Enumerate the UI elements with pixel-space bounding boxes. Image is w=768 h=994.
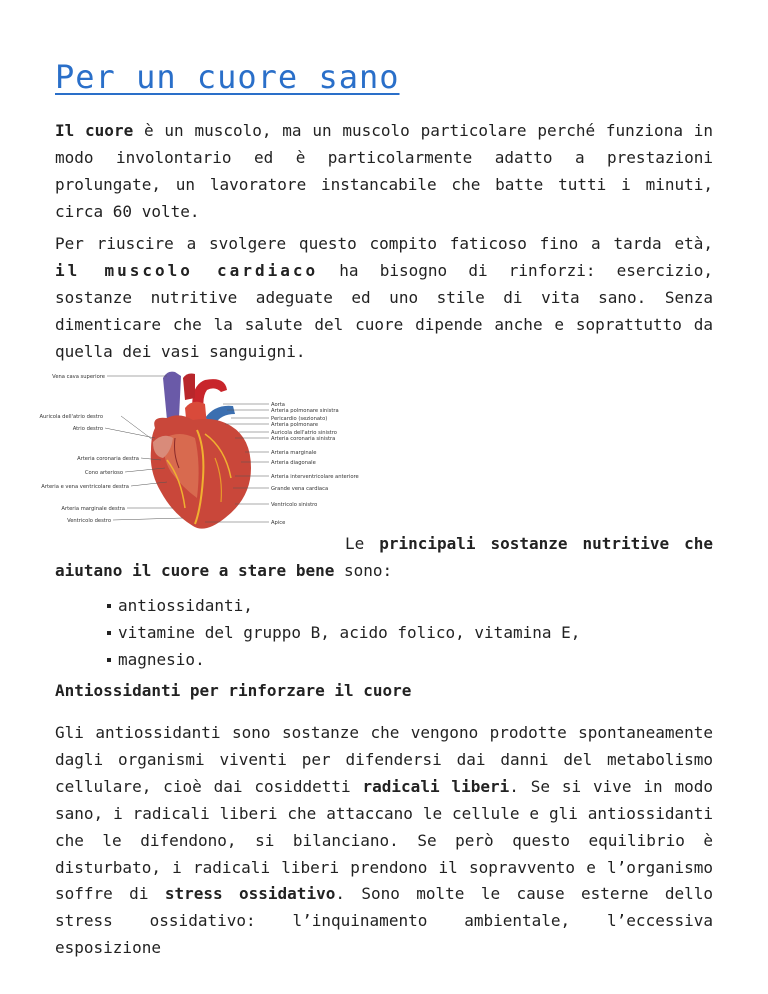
para4-text-b: . Se si vive in modo sano, i radicali liberi che attaccano le cellule e gli antiossidanti che le difendono, si bilanciano. Se però questo equilibrio è disturbato, i radicali liberi prendono il sopravvento e l’organismo soffre di — [55, 776, 714, 904]
svg-text:Arteria diagonale: Arteria diagonale — [271, 460, 316, 466]
antioxidants-paragraph — [55, 720, 713, 962]
svg-text:Auricola dell'atrio sinistro: Auricola dell'atrio sinistro — [271, 430, 337, 436]
heart-anatomy-image — [39, 368, 359, 540]
svg-text:Ventricolo sinistro: Ventricolo sinistro — [271, 502, 318, 508]
para2-bold: il muscolo cardiaco — [55, 261, 319, 280]
intro-paragraph — [55, 117, 713, 225]
svg-text:Arteria coronaria destra: Arteria coronaria destra — [77, 456, 139, 462]
nutrients-list — [115, 592, 580, 673]
svg-text:Aorta: Aorta — [271, 402, 285, 408]
second-paragraph — [55, 230, 713, 365]
intro-bold: Il cuore — [55, 121, 134, 140]
svg-text:Ventricolo destro: Ventricolo destro — [67, 518, 111, 524]
para4-text-a: Gli antiossidanti sono sostanze che vengono prodotte spontaneamente dagli organismi viventi per difendersi dai danni del metabolismo cellulare, cioè dai cosiddetti — [55, 723, 713, 796]
para3-text-a: Le — [345, 534, 380, 553]
para4-bold-2: stress ossidativo — [164, 884, 336, 904]
heart-illustration — [39, 368, 359, 540]
para3-bold: principali sostanze nutritive che aiutano il cuore a stare bene — [55, 534, 713, 580]
para2-text-b: ha bisogno di rinforzi: esercizio, sostanze nutritive adeguate ed uno stile di vita sano. Senza dimenticare che la salute del cuore dipende anche e soprattutto da quella dei vasi sanguigni. — [55, 261, 713, 361]
page-title[interactable]: Per un cuore sano — [55, 58, 400, 96]
para4-bold-1: radicali liberi — [362, 776, 510, 796]
svg-text:Cono arterioso: Cono arterioso — [84, 470, 123, 476]
svg-text:Arteria marginale destra: Arteria marginale destra — [61, 506, 125, 512]
para2-text-a: Per riuscire a svolgere questo compito faticoso fino a tarda età, — [55, 234, 713, 253]
svg-text:Arteria e vena ventricolare de: Arteria e vena ventricolare destra — [41, 484, 129, 490]
list-item: magnesio. — [115, 646, 580, 673]
list-item: vitamine del gruppo B, acido folico, vitamina E, — [115, 619, 580, 646]
svg-text:Arteria marginale: Arteria marginale — [271, 450, 317, 456]
nutrients-intro — [55, 530, 713, 584]
figure-labels-right — [271, 402, 359, 526]
svg-text:Arteria coronaria sinistra: Arteria coronaria sinistra — [271, 436, 336, 442]
intro-text: è un muscolo, ma un muscolo particolare perché funziona in modo involontario ed è particolarmente adatto a prestazioni prolungate, un lavoratore instancabile che batte tutti i minuti, circa 60 volte. — [55, 121, 714, 221]
svg-text:Arteria polmonare: Arteria polmonare — [271, 422, 319, 428]
svg-text:Apice: Apice — [271, 520, 286, 526]
section-heading: Antiossidanti per rinforzare il cuore — [55, 681, 412, 700]
svg-text:Pericardio (sezionato): Pericardio (sezionato) — [271, 416, 328, 422]
list-item: antiossidanti, — [115, 592, 580, 619]
svg-text:Atrio destro: Atrio destro — [72, 426, 103, 432]
figure-labels-left — [39, 374, 139, 524]
svg-text:Auricola dell'atrio destro: Auricola dell'atrio destro — [39, 414, 103, 420]
svg-text:Grande vena cardiaca: Grande vena cardiaca — [271, 486, 329, 492]
svg-text:Vena cava superiore: Vena cava superiore — [52, 374, 105, 380]
svg-text:Arteria polmonare sinistra: Arteria polmonare sinistra — [271, 408, 339, 414]
para3-text-b: sono: — [334, 561, 393, 580]
para4-text-c: . Sono molte le cause esterne dello stress ossidativo: l’inquinamento ambientale, l’eccessiva esposizione — [55, 884, 713, 958]
svg-text:Arteria interventricolare ante: Arteria interventricolare anteriore — [271, 474, 359, 480]
